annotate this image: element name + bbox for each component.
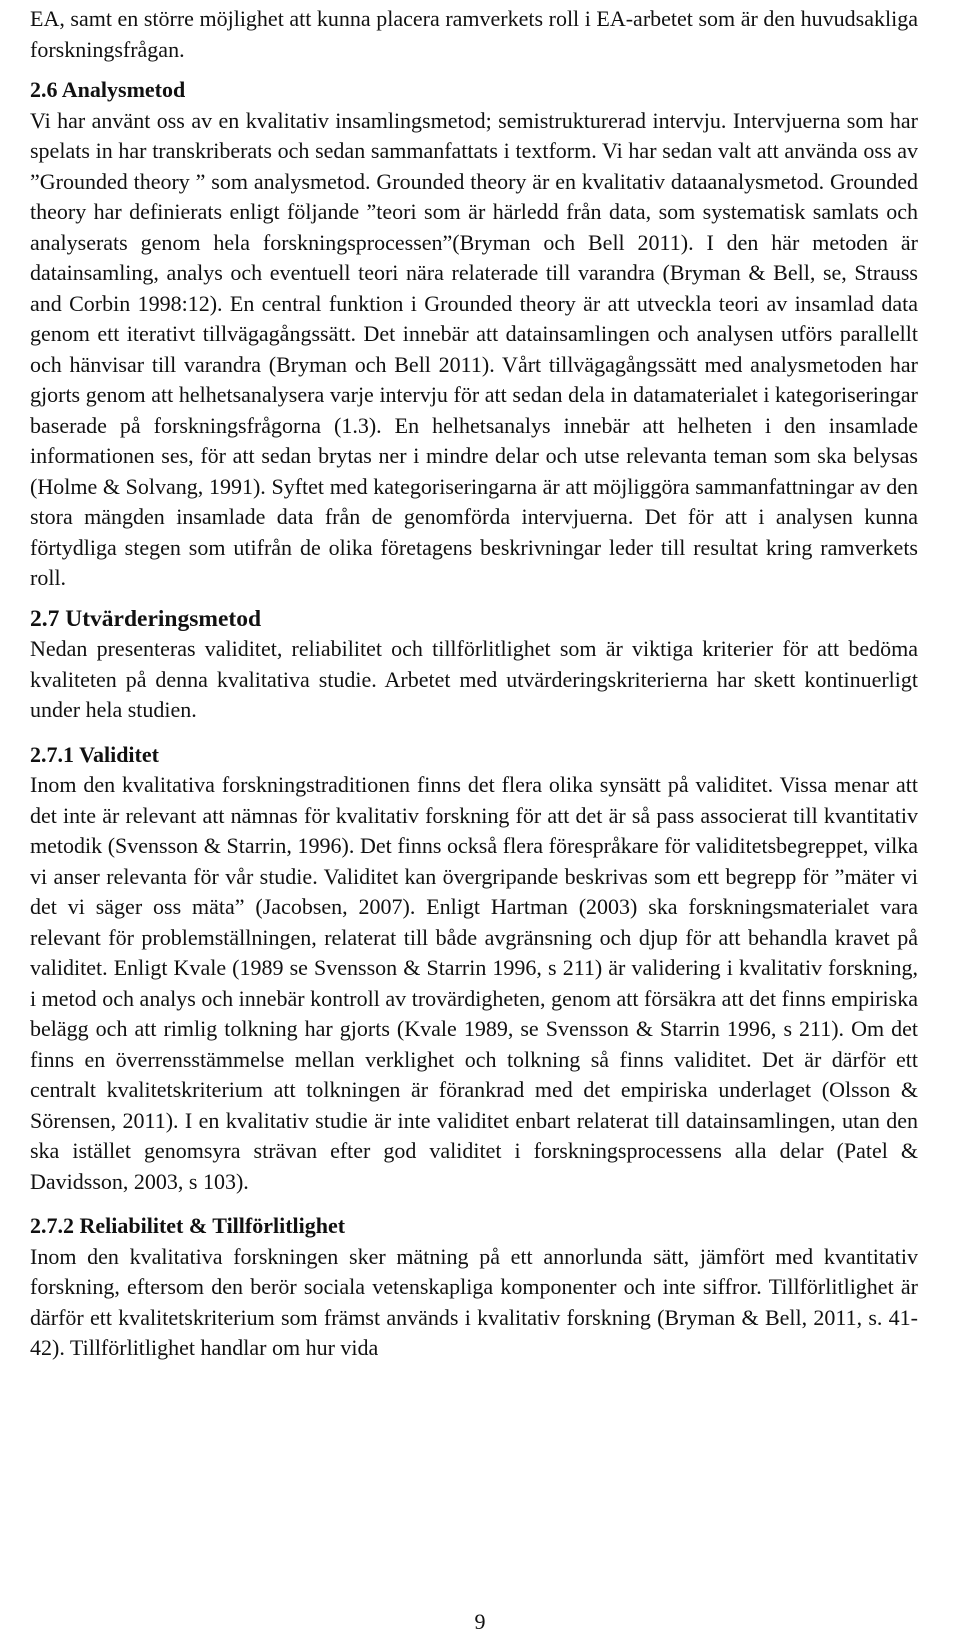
section-body: Nedan presenteras validitet, reliabilitet och tillförlitlighet som är viktiga kriterier för att bedöma kvaliteten på denna kvalitativa studie. Arbetet med utvärderingskriterierna har skett kontinuerligt under hela studien. <box>30 636 918 722</box>
section-body: Vi har använt oss av en kvalitativ insamlingsmetod; semistrukturerad intervju. Intervjuerna som har spelats in har transkriberats och sedan sammanfattats i textform. Vi har sedan valt att använda oss av ”Grounded theory ” som analysmetod. Grounded theory är en kvalitativ dataanalysmetod. Grounded theory har definierats enligt följande ”teori som är härledd från data, som systematisk samlats och analyserats genom hela forskningsprocessen”(Bryman och Bell 2011). I den här metoden är datainsamling, analys och eventuell teori nära relaterade till varandra (Bryman & Bell, se, Strauss and Corbin 1998:12). En central funktion i Grounded theory är att utveckla teori av insamlad data genom ett iterativt tillvägagångssätt. Det innebär att datainsamlingen och analysen utförs parallellt och hänvisar till varandra (Bryman och Bell 2011). Vårt tillvägagångssätt med analysmetoden har gjorts genom att helhetsanalysera varje intervju för att sedan dela in datamaterialet i kategoriseringar baserade på forskningsfrågorna (1.3). En helhetsanalys innebär att helheten i den insamlade informationen ses, för att sedan brytas ner i mindre delar och utse relevanta teman som ska belysas (Holme & Solvang, 1991). Syftet med kategoriseringarna är att möjliggöra sammanfattningar av den stora mängden insamlade data från de genomförda intervjuerna. Det för att i analysen kunna förtydliga stegen som utifrån de olika företagens beskrivningar leder till resultat kring ramverkets roll. <box>30 107 918 590</box>
page-number: 9 <box>474 1609 486 1634</box>
section-reliabilitet <box>30 1211 918 1364</box>
section-heading: 2.6 Analysmetod <box>30 77 186 102</box>
subsection-heading: 2.7.2 Reliabilitet & Tillförlitlighet <box>30 1213 346 1238</box>
subsection-body: Inom den kvalitativa forskningstraditionen finns det flera olika synsätt på validitet. Vissa menar att det inte är relevant att nämnas för kvalitativ forskning för att det är så pass associerat till kvantitativ metodik (Svensson & Starrin, 1996). Det finns också flera förespråkare för validitetsbegreppet, vilka vi anser relevanta för vår studie. Validitet kan övergripande beskrivas som ett begrepp för ”mäter vi det vi säger oss mäta” (Jacobsen, 2007). Enligt Hartman (2003) ska forskningsmaterialet vara relevant för problemställningen, relaterat till både avgränsning och djup för att behandla kravet på validitet. Enligt Kvale (1989 se Svensson & Starrin 1996, s 211) är validering i kvalitativ forskning, i metod och analys och innebär kontroll av trovärdigheten, genom att försäkra att det finns empiriska belägg och att rimlig tolkning har gjorts (Kvale 1989, se Svensson & Starrin 1996, s 211). Om det finns en överrensstämmelse mellan verklighet och tolkning så finns validitet. Det är därför ett centralt kvalitetskriterium att tolkningen är förankrad med det empiriska underlaget (Olsson & Sörensen, 2011). I en kvalitativ studie är inte validitet enbart relaterat till datainsamlingen, utan den ska istället genomsyra strävan efter god validitet i forskningsprocessens alla delar (Patel & Davidsson, 2003, s 103). <box>30 772 918 1194</box>
section-validitet <box>30 740 918 1198</box>
section-heading: 2.7 Utvärderingsmetod <box>30 605 262 632</box>
section-utvarderingsmetod <box>30 604 918 726</box>
section-analysmetod <box>30 75 918 594</box>
intro-paragraph: EA, samt en större möjlighet att kunna placera ramverkets roll i EA-arbetet som är den huvudsakliga forskningsfrågan. <box>30 6 918 62</box>
subsection-body: Inom den kvalitativa forskningen sker mätning på ett annorlunda sätt, jämfört med kvantitativ forskning, eftersom den berör sociala vetenskapliga komponenter och inte siffror. Tillförlitlighet är därför ett kvalitetskriterium som främst används i kvalitativ forskning (Bryman & Bell, 2011, s. 41-42). Tillförlitlighet handlar om hur vida <box>30 1243 918 1360</box>
subsection-heading: 2.7.1 Validitet <box>30 741 159 767</box>
